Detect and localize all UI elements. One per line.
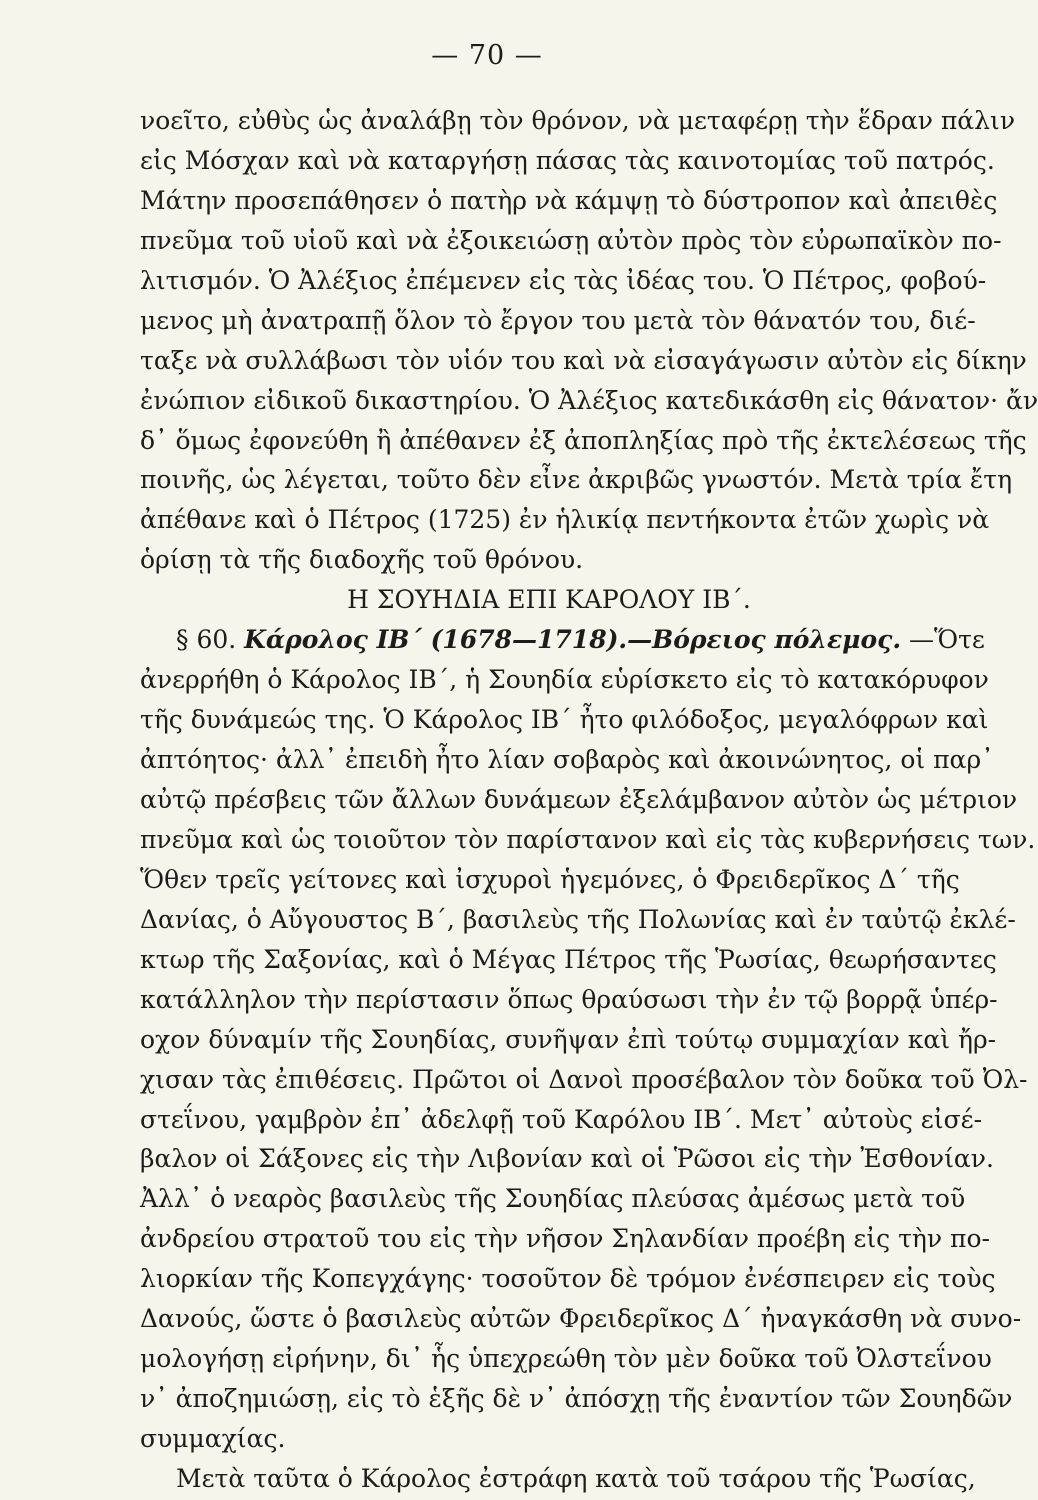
text-line: αὐτῷ πρέσβεις τῶν ἄλλων δυνάμεων ἐξελάμβανον αὐτὸν ὡς μέτριον: [140, 785, 1018, 814]
text-line: Μάτην προσεπάθησεν ὁ πατὴρ νὰ κάμψῃ τὸ δύστροπον καὶ ἀπειθὲς: [140, 186, 998, 215]
text-line: τῆς δυνάμεώς της. Ὁ Κάρολος ΙΒ΄ ἦτο φιλόδοξος, μεγαλόφρων καὶ: [140, 705, 989, 734]
text-line: ἀνδρείου στρατοῦ του εἰς τὴν νῆσον Σηλανδίαν προέβη εἰς τὴν πο-: [140, 1224, 990, 1253]
text-line: λιτισμόν. Ὁ Ἀλέξιος ἐπέμενεν εἰς τὰς ἰδέας του. Ὁ Πέτρος, φοβού-: [140, 266, 987, 295]
text-line: κατάλληλον τὴν περίστασιν ὅπως θραύσωσι τὴν ἐν τῷ βορρᾷ ὑπέρ-: [140, 985, 998, 1014]
text-line: ἀπτόητος· ἀλλ᾽ ἐπειδὴ ἦτο λίαν σοβαρὸς καὶ ἀκοινώνητος, οἱ παρ᾽: [140, 745, 994, 774]
text-line: Ὅθεν τρεῖς γείτονες καὶ ἰσχυροὶ ἡγεμόνες, ὁ Φρειδερῖκος Δ΄ τῆς: [140, 865, 960, 894]
section-title: Κάρολος ΙΒ΄ (1678—1718).—Βόρειος πόλεμος.: [244, 625, 902, 654]
text-line: ἀπέθανε καὶ ὁ Πέτρος (1725) ἐν ἡλικίᾳ πεντήκοντα ἐτῶν χωρὶς νὰ: [140, 505, 990, 534]
text-line: βαλον οἱ Σάξονες εἰς τὴν Λιβονίαν καὶ οἱ Ῥῶσοι εἰς τὴν Ἐσθονίαν.: [140, 1144, 994, 1173]
section-title-line: [176, 623, 985, 657]
text-line: χισαν τὰς ἐπιθέσεις. Πρῶτοι οἱ Δανοὶ προσέβαλον τὸν δοῦκα τοῦ Ὀλ-: [140, 1065, 1028, 1094]
text-line: πνεῦμα τοῦ υἱοῦ καὶ νὰ ἐξοικειώσῃ αὐτὸν πρὸς τὸν εὐρωπαϊκὸν πο-: [140, 226, 1002, 255]
text-line: ν᾽ ἀποζημιώσῃ, εἰς τὸ ἑξῆς δὲ ν᾽ ἀπόσχῃ τῆς ἐναντίον τῶν Σουηδῶν: [140, 1384, 1013, 1413]
text-line-next: Μετὰ ταῦτα ὁ Κάρολος ἐστράφη κατὰ τοῦ τσάρου τῆς Ῥωσίας,: [176, 1464, 976, 1493]
text-line: ποινῆς, ὡς λέγεται, τοῦτο δὲν εἶνε ἀκριβῶς γνωστόν. Μετὰ τρία ἔτη: [140, 465, 1013, 494]
text-line: λιορκίαν τῆς Κοπεγχάγης· τοσοῦτον δὲ τρόμον ἐνέσπειρεν εἰς τοὺς: [140, 1264, 996, 1293]
text-line: ἀνερρήθη ὁ Κάρολος ΙΒ΄, ἡ Σουηδία εὑρίσκετο εἰς τὸ κατακόρυφον: [140, 665, 989, 694]
section-number: § 60.: [176, 625, 237, 654]
text-line: οχον δύναμίν τῆς Σουηδίας, συνῆψαν ἐπὶ τούτῳ συμμαχίαν καὶ ἤρ-: [140, 1025, 997, 1054]
text-line: δ᾽ ὅμως ἐφονεύθη ἢ ἀπέθανεν ἐξ ἀποπληξίας πρὸ τῆς ἐκτελέσεως τῆς: [140, 426, 1027, 455]
text-line: συμμαχίας.: [140, 1424, 286, 1453]
text-line: κτωρ τῆς Σαξονίας, καὶ ὁ Μέγας Πέτρος τῆς Ῥωσίας, θεωρήσαντες: [140, 945, 997, 974]
section-first-text: —Ὅτε: [909, 625, 985, 654]
text-line: ἐνώπιον εἰδικοῦ δικαστηρίου. Ὁ Ἀλέξιος κατεδικάσθη εἰς θάνατον· ἄν: [140, 386, 1038, 415]
text-line: μενος μὴ ἀνατραπῇ ὅλον τὸ ἔργον του μετὰ τὸν θάνατόν του, διέ-: [140, 306, 976, 335]
text-line: Ἀλλ᾽ ὁ νεαρὸς βασιλεὺς τῆς Σουηδίας πλεύσας ἀμέσως μετὰ τοῦ: [140, 1184, 966, 1213]
section-heading: Η ΣΟΥΗΔΙΑ ΕΠΙ ΚΑΡΟΛΟΥ ΙΒ΄.: [347, 585, 751, 614]
text-line: μολογήσῃ εἰρήνην, δι᾽ ἧς ὑπεχρεώθη τὸν μὲν δοῦκα τοῦ Ὀλστεΐνου: [140, 1344, 992, 1373]
page-number: — 70 —: [431, 40, 543, 71]
text-line: Δανίας, ὁ Αὔγουστος Β΄, βασιλεὺς τῆς Πολωνίας καὶ ἐν ταὐτῷ ἐκλέ-: [140, 905, 1016, 934]
text-line: ὁρίσῃ τὰ τῆς διαδοχῆς τοῦ θρόνου.: [140, 545, 584, 574]
text-line: νοεῖτο, εὐθὺς ὡς ἀναλάβῃ τὸν θρόνον, νὰ μεταφέρῃ τὴν ἕδραν πάλιν: [140, 106, 1016, 135]
text-line: ταξε νὰ συλλάβωσι τὸν υἱόν του καὶ νὰ εἰσαγάγωσιν αὐτὸν εἰς δίκην: [140, 346, 1027, 375]
text-line: Δανούς, ὥστε ὁ βασιλεὺς αὐτῶν Φρειδερῖκος Δ΄ ἠναγκάσθη νὰ συνο-: [140, 1304, 1022, 1333]
text-line: εἰς Μόσχαν καὶ νὰ καταργήσῃ πάσας τὰς καινοτομίας τοῦ πατρός.: [140, 146, 995, 175]
text-line: πνεῦμα καὶ ὡς τοιοῦτον τὸν παρίστανον καὶ εἰς τὰς κυβερνήσεις των.: [140, 825, 1036, 854]
text-line: στεΐνου, γαμβρὸν ἐπ᾽ ἀδελφῇ τοῦ Καρόλου ΙΒ΄. Μετ᾽ αὐτοὺς εἰσέ-: [140, 1105, 983, 1134]
